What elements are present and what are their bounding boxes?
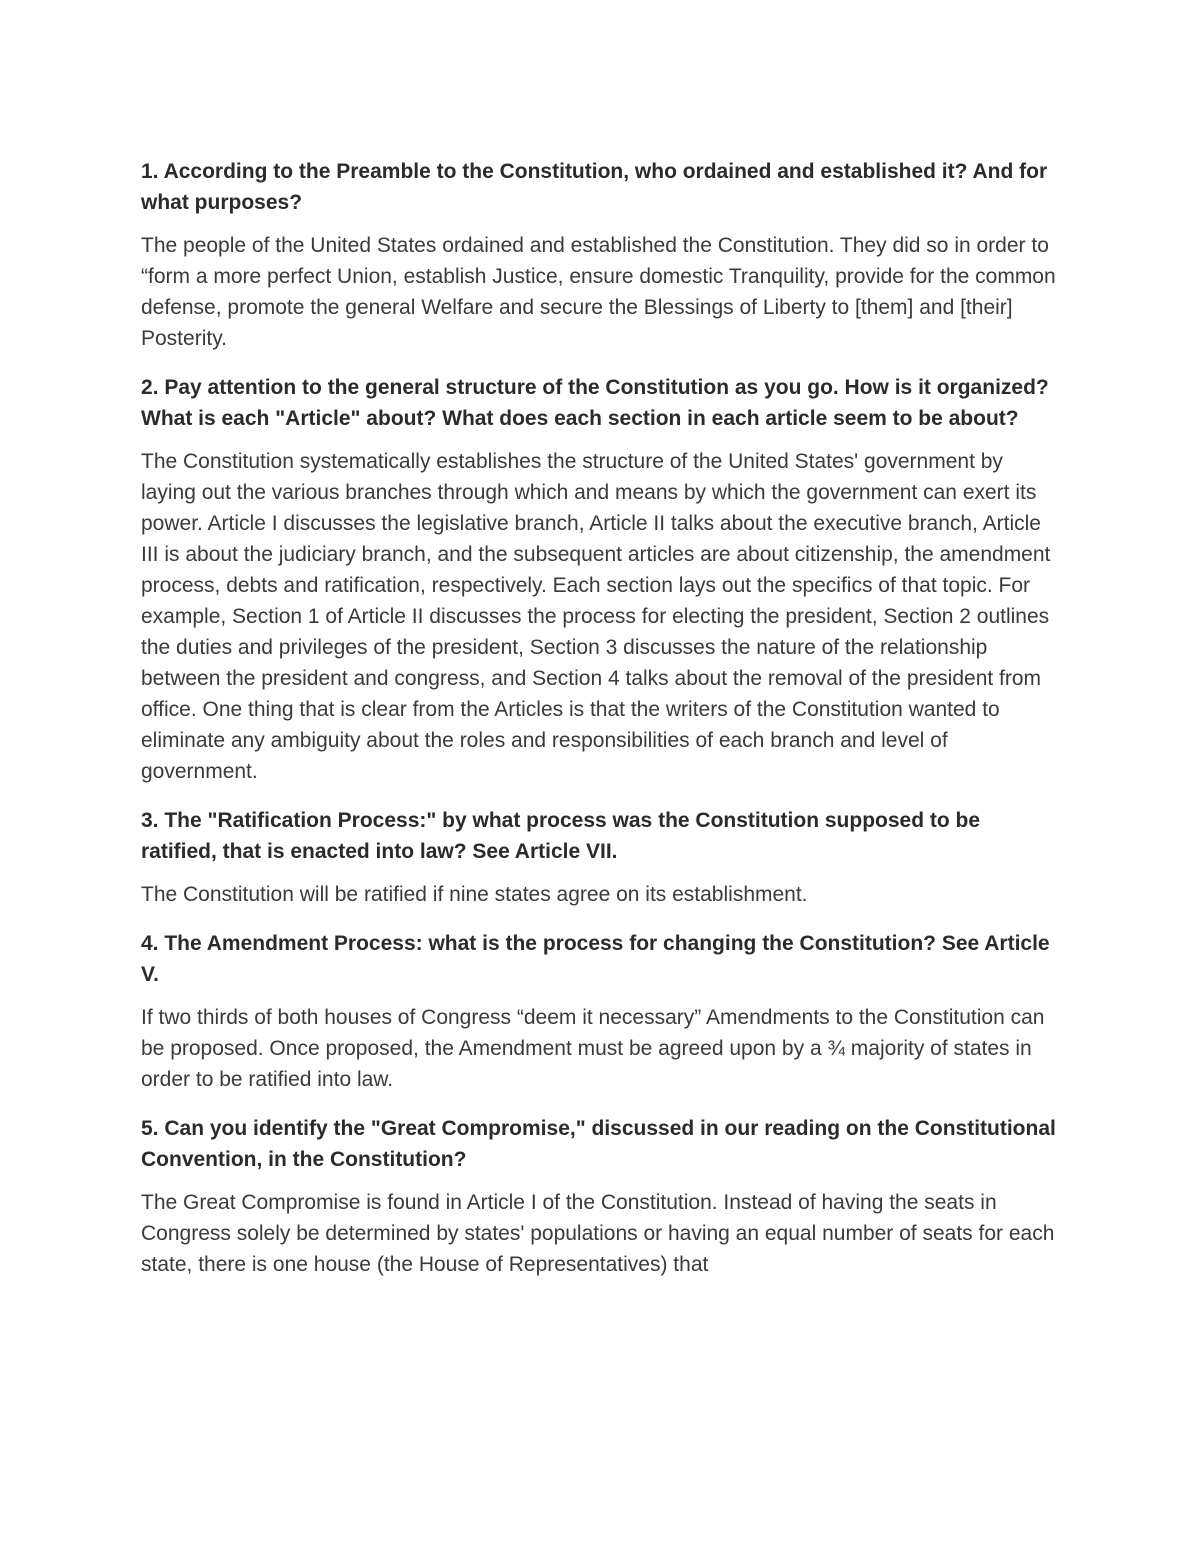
question-4: 4. The Amendment Process: what is the process for changing the Constitution? See Article V. bbox=[141, 932, 1050, 986]
question-2: 2. Pay attention to the general structure of the Constitution as you go. How is it organized? What is each "Article" about? What does each section in each article seem to be about? bbox=[141, 376, 1049, 430]
answer-5: The Great Compromise is found in Article I of the Constitution. Instead of having the seats in Congress solely be determined by states' populations or having an equal number of seats for each state, there is one house (the House of Representatives) that bbox=[141, 1191, 1055, 1276]
answer-1: The people of the United States ordained and established the Constitution. They did so in order to “form a more perfect Union, establish Justice, ensure domestic Tranquility, provide for the common defense, promote the general Welfare and secure the Blessings of Liberty to [them] and [their] Posterity. bbox=[141, 234, 1056, 350]
document-page bbox=[141, 156, 1061, 1298]
question-1: 1. According to the Preamble to the Constitution, who ordained and established it? And for what purposes? bbox=[141, 160, 1048, 214]
answer-2: The Constitution systematically establishes the structure of the United States' government by laying out the various branches through which and means by which the government can exert its power. Article I discusses the legislative branch, Article II talks about the executive branch, Article III is about the judiciary branch, and the subsequent articles are about citizenship, the amendment process, debts and ratification, respectively. Each section lays out the specifics of that topic. For example, Section 1 of Article II discusses the process for electing the president, Section 2 outlines the duties and privileges of the president, Section 3 discusses the nature of the relationship between the president and congress, and Section 4 talks about the removal of the president from office. One thing that is clear from the Articles is that the writers of the Constitution wanted to eliminate any ambiguity about the roles and responsibilities of each branch and level of government. bbox=[141, 450, 1051, 783]
answer-3: The Constitution will be ratified if nine states agree on its establishment. bbox=[141, 883, 808, 906]
question-5: 5. Can you identify the "Great Compromise," discussed in our reading on the Constitutional Convention, in the Constitution? bbox=[141, 1117, 1056, 1171]
question-3: 3. The "Ratification Process:" by what process was the Constitution supposed to be ratified, that is enacted into law? See Article VII. bbox=[141, 809, 981, 863]
answer-4: If two thirds of both houses of Congress “deem it necessary” Amendments to the Constitution can be proposed. Once proposed, the Amendment must be agreed upon by a ¾ majority of states in order to be ratified into law. bbox=[141, 1006, 1045, 1091]
